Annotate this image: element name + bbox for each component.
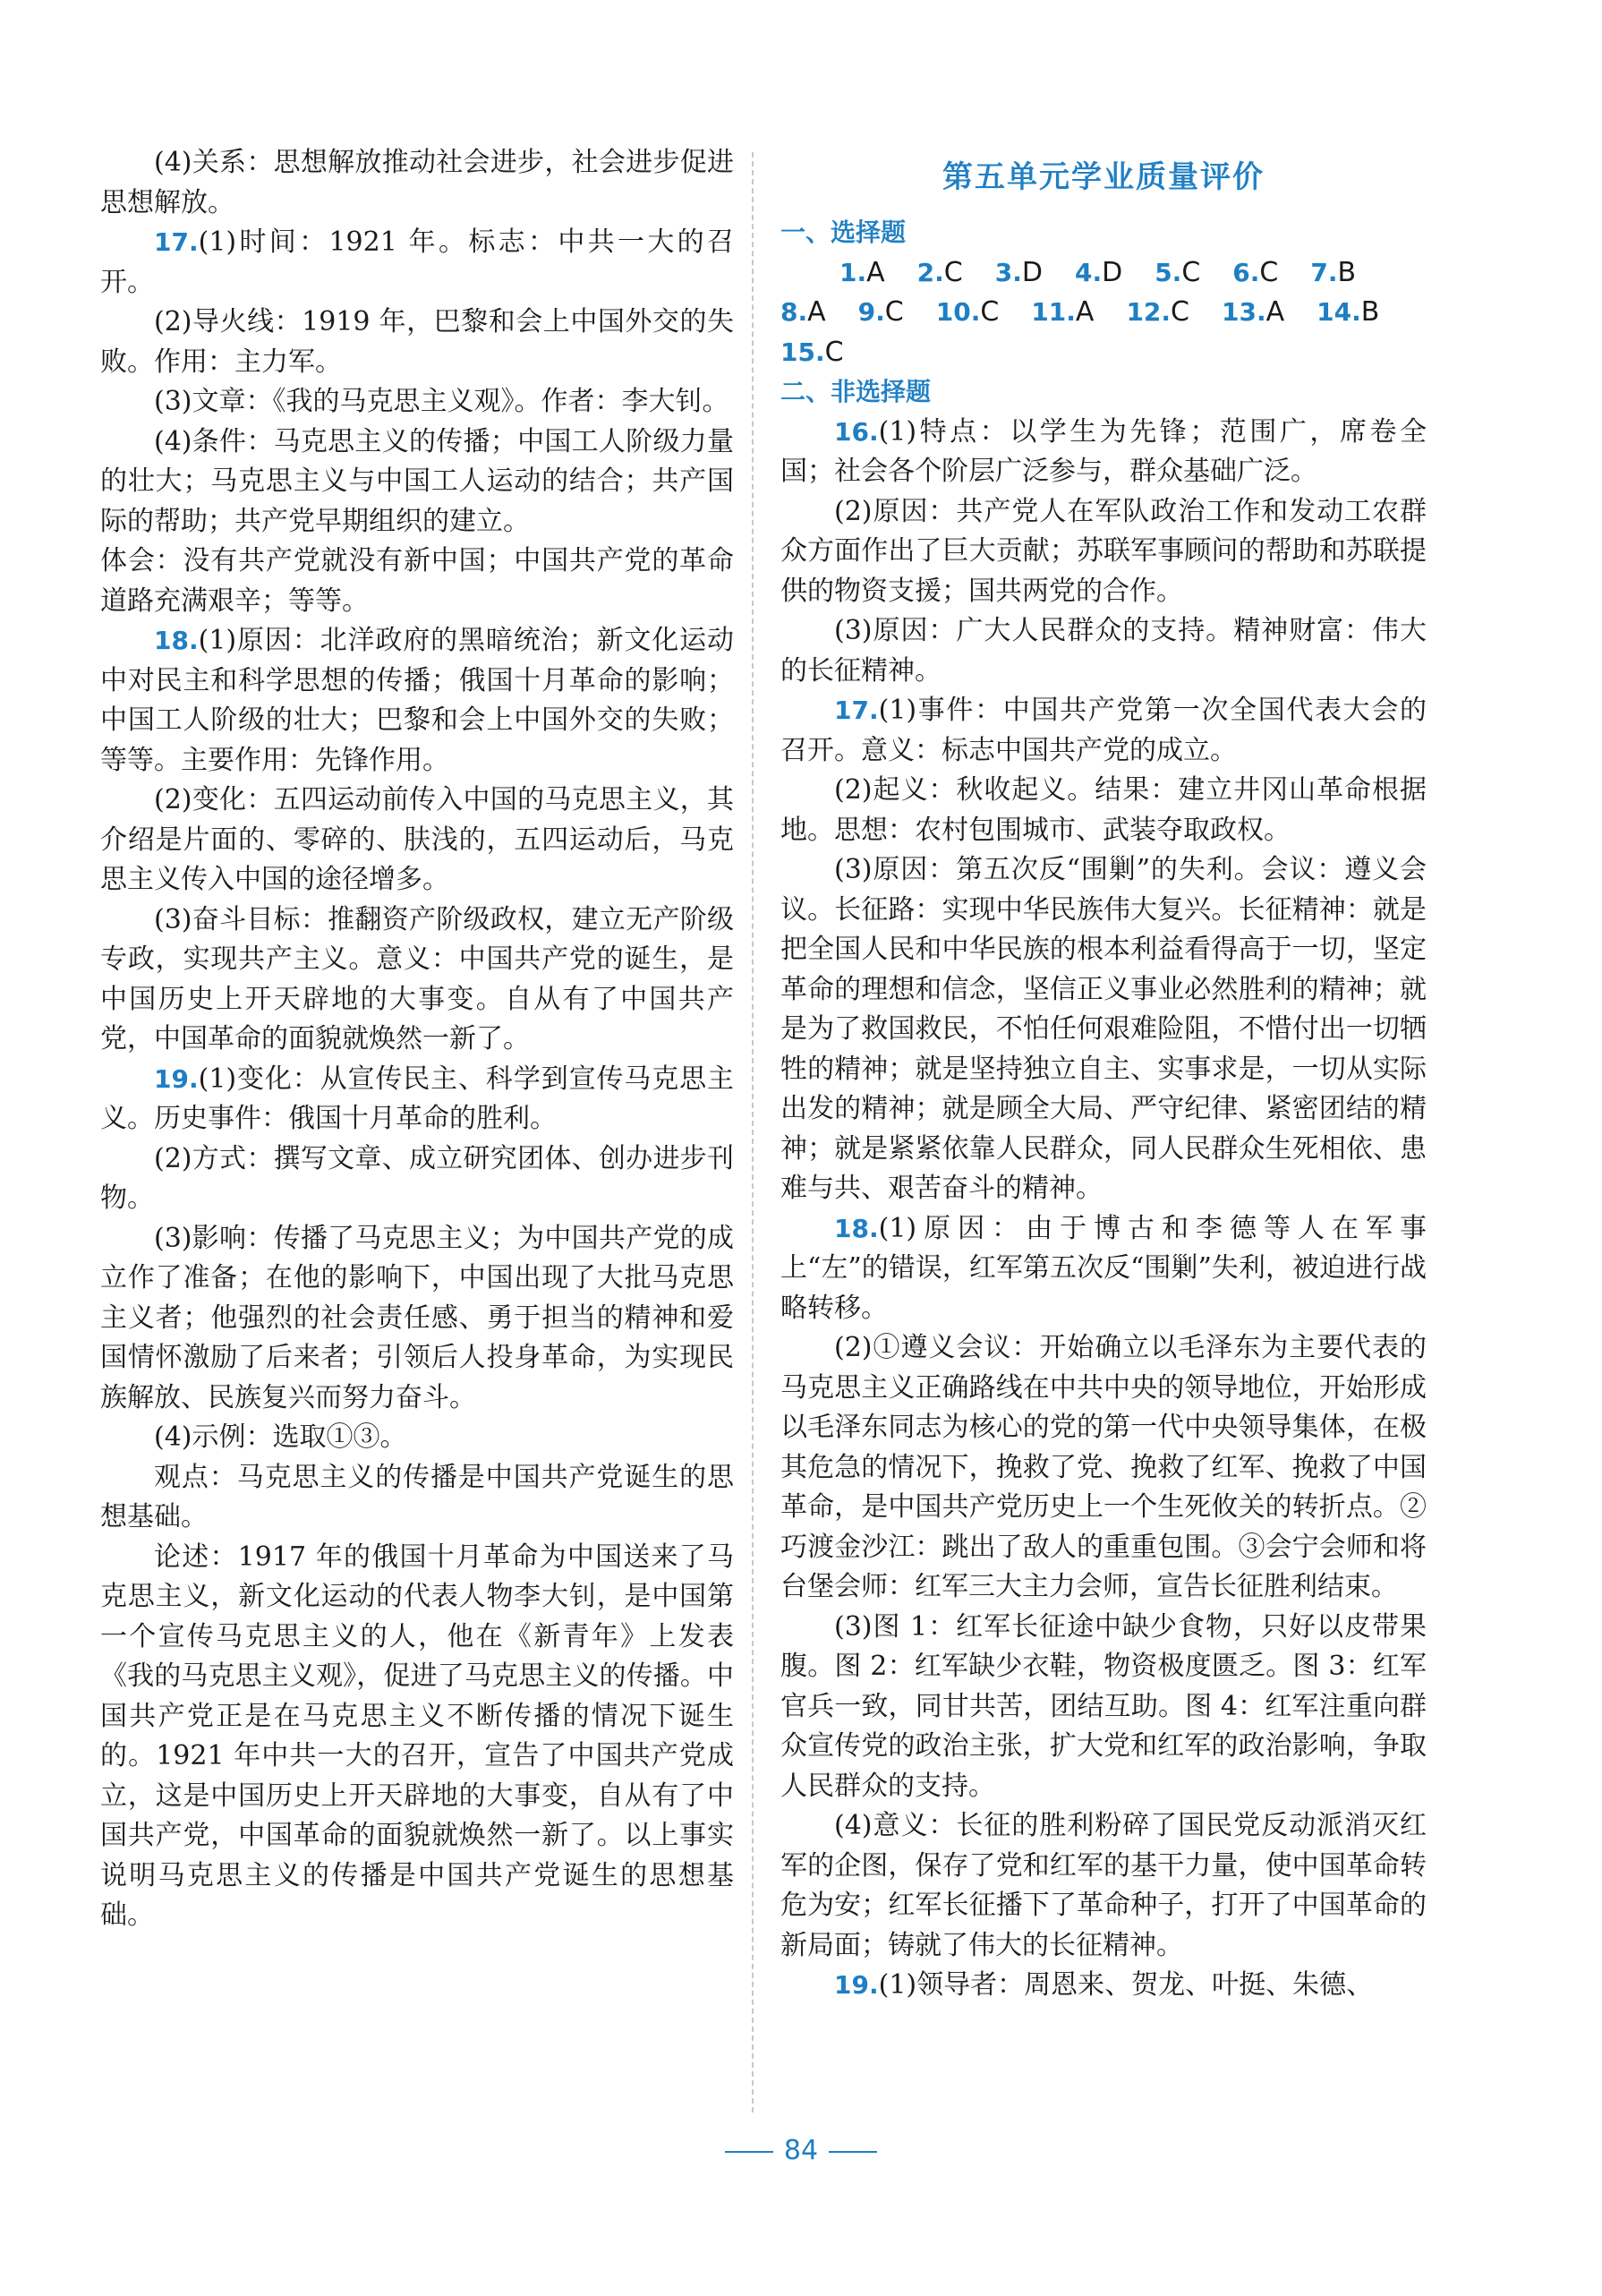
paragraph: (4)示例：选取①③。 — [154, 1421, 407, 1453]
answer-text: (1)变化：从宣传民主、科学到宣传马克思主义。历史事件：俄国十月革命的胜利。 — [100, 1063, 734, 1134]
paragraph: 论述：1917 年的俄国十月革命为中国送来了马克思主义，新文化运动的代表人物李大钊，是中国第一个宣传马克思主义的人，他在《新青年》上发表《我的马克思主义观》，促进了马克思主义的传播。中国共产党正是在马克思主义不断传播的情况下诞生的。1921 年中共一大的召开，宣告了中国共产党成立，这是中国历史上开天辟地的大事变，自从有了中国共产党，中国革命的面貌就焕然一新了。以上事实说明马克思主义的传播是中国共产党诞生的思想基础。 — [100, 1541, 734, 1931]
choice-number: 13. — [1222, 297, 1266, 327]
choice-number: 8. — [780, 297, 808, 327]
choice-answer — [780, 333, 844, 373]
question-number: 18. — [834, 1213, 879, 1243]
paragraph — [100, 1060, 734, 1139]
choice-letter: D — [1021, 256, 1043, 288]
paragraph — [780, 1966, 1427, 2006]
choice-letter: A — [807, 296, 826, 328]
paragraph: (4)条件：马克思主义的传播；中国工人阶级力量的壮大；马克思主义与中国工人运动的结合；共产国际的帮助；共产党早期组织的建立。 — [100, 425, 734, 537]
paragraph: (2)原因：共产党人在军队政治工作和发动工农群众方面作出了巨大贡献；苏联军事顾问的帮助和苏联提供的物资支援；国共两党的合作。 — [780, 495, 1427, 607]
choice-row — [780, 333, 1427, 373]
choice-answer — [1222, 293, 1284, 333]
choice-letter: C — [943, 256, 963, 288]
choice-answer — [917, 253, 963, 294]
paragraph — [780, 691, 1427, 771]
right-column — [780, 213, 1427, 2006]
column-divider — [752, 152, 754, 2112]
choice-number: 6. — [1232, 257, 1260, 287]
page-number-dash — [725, 2151, 773, 2153]
question-number: 16. — [834, 416, 879, 447]
choice-number: 15. — [780, 337, 825, 367]
paragraph: (4)意义：长征的胜利粉碎了国民党反动派消灭红军的企图，保存了党和红军的基干力量，使中国革命转危为安；红军长征播下了革命种子，打开了中国革命的新局面；铸就了伟大的长征精神。 — [780, 1810, 1427, 1961]
choice-answer — [1031, 293, 1094, 333]
paragraph: (3)原因：广大人民群众的支持。精神财富：伟大的长征精神。 — [780, 615, 1427, 687]
choice-answer — [1232, 253, 1278, 294]
choice-number: 9. — [857, 297, 885, 327]
unit-title: 第五单元学业质量评价 — [942, 159, 1265, 195]
answer-text: (1)领导者：周恩来、贺龙、叶挺、朱德、 — [878, 1969, 1374, 2001]
choice-letter: A — [866, 256, 885, 288]
choice-letter: A — [1075, 296, 1095, 328]
paragraph: (2)导火线：1919 年，巴黎和会上中国外交的失败。作用：主力军。 — [100, 306, 734, 378]
page-number — [0, 2135, 1602, 2166]
answer-text: (1)原因：北洋政府的黑暗统治；新文化运动中对民主和科学思想的传播；俄国十月革命的影响；中国工人阶级的壮大；巴黎和会上中国外交的失败；等等。主要作用：先锋作用。 — [100, 625, 734, 776]
paragraph: (2)①遵义会议：开始确立以毛泽东为主要代表的马克思主义正确路线在中共中央的领导地位，开始形成以毛泽东同志为核心的党的第一代中央领导集体，在极其危急的情况下，挽救了党、挽救了红军、挽救了中国革命，是中国共产党历史上一个生死攸关的转折点。②巧渡金沙江：跳出了敌人的重重包围。③会宁会师和将台堡会师：红军三大主力会师，宣告长征胜利结束。 — [780, 1332, 1427, 1602]
section-heading: 一、选择题 — [780, 218, 907, 247]
choice-number: 11. — [1031, 297, 1076, 327]
paragraph: 体会：没有共产党就没有新中国；中国共产党的革命道路充满艰辛；等等。 — [100, 545, 734, 617]
choice-letter: B — [1337, 256, 1357, 288]
paragraph: (2)起义：秋收起义。结果：建立井冈山革命根据地。思想：农村包围城市、武装夺取政权。 — [780, 774, 1427, 846]
choice-answer — [839, 253, 885, 294]
paragraph — [100, 621, 734, 781]
left-column — [100, 143, 734, 1936]
paragraph: (2)方式：撰写文章、成立研究团体、创办进步刊物。 — [100, 1142, 734, 1214]
choice-number: 5. — [1155, 257, 1182, 287]
choice-letter: B — [1360, 296, 1380, 328]
choice-number: 10. — [935, 297, 981, 327]
paragraph: (4)关系：思想解放推动社会进步，社会进步促进思想解放。 — [100, 147, 734, 218]
paragraph: (2)变化：五四运动前传入中国的马克思主义，其介绍是片面的、零碎的、肤浅的，五四运动后，马克思主义传入中国的途径增多。 — [100, 784, 734, 895]
choice-number: 12. — [1126, 297, 1172, 327]
paragraph: (3)文章：《我的马克思主义观》。作者：李大钊。 — [154, 386, 729, 417]
choice-letter: C — [980, 296, 1000, 328]
question-number: 18. — [154, 626, 199, 655]
choice-answer — [936, 293, 1000, 333]
choice-letter: A — [1265, 296, 1285, 328]
choice-letter: C — [1171, 296, 1189, 328]
answer-text: (1)事件：中国共产党第一次全国代表大会的召开。意义：标志中国共产党的成立。 — [780, 695, 1427, 766]
choice-letter: C — [824, 336, 844, 368]
choice-answer — [1155, 253, 1200, 294]
paragraph: (3)原因：第五次反“围剿”的失利。会议：遵义会议。长征路：实现中华民族伟大复兴。长征精神：就是把全国人民和中华民族的根本利益看得高于一切，坚定革命的理想和信念，坚信正义事业必然胜利的精神；就是为了救国救民，不怕任何艰难险阻，不惜付出一切牺牲的精神；就是坚持独立自主、实事求是，一切从实际出发的精神；就是顾全大局、严守纪律、紧密团结的精神；就是紧紧依靠人民群众，同人民群众生死相依、患难与共、艰苦奋斗的精神。 — [780, 854, 1427, 1204]
choice-number: 2. — [916, 257, 944, 287]
paragraph — [780, 413, 1427, 492]
answer-text: (1)特点：以学生为先锋；范围广，席卷全国；社会各个阶层广泛参与，群众基础广泛。 — [780, 415, 1427, 487]
choice-number: 7. — [1310, 257, 1338, 287]
question-number: 19. — [834, 1970, 879, 2000]
choice-answer — [1075, 253, 1122, 294]
choice-row — [780, 253, 1427, 294]
paragraph — [100, 223, 734, 303]
choice-number: 4. — [1074, 257, 1103, 287]
paragraph: (3)图 1：红军长征途中缺少食物，只好以皮带果腹。图 2：红军缺少衣鞋，物资极度匮乏。图 3：红军官兵一致，同甘共苦，团结互助。图 4：红军注重向群众宣传党的政治主张，扩大党和红军的政治影响，争取人民群众的支持。 — [780, 1610, 1427, 1802]
answer-text: (1)时间：1921 年。标志：中共一大的召开。 — [100, 226, 734, 298]
choice-letter: C — [884, 296, 904, 328]
paragraph: (3)影响：传播了马克思主义；为中国共产党的成立作了准备；在他的影响下，中国出现了大批马克思主义者；他强烈的社会责任感、勇于担当的精神和爱国情怀激励了后来者；引领后人投身革命，为实现民族解放、民族复兴而努力奋斗。 — [100, 1222, 734, 1413]
page-number-dash — [829, 2151, 877, 2153]
choice-letter: C — [1181, 256, 1201, 288]
answer-text: (1)原因：由于博古和李德等人在军事上“左”的错误，红军第五次反“围剿”失利，被迫进行战略转移。 — [780, 1212, 1427, 1324]
choice-row — [780, 293, 1427, 333]
paragraph: 观点：马克思主义的传播是中国共产党诞生的思想基础。 — [100, 1461, 734, 1532]
choice-answer — [1126, 293, 1189, 333]
paragraph — [780, 1209, 1427, 1329]
choice-number: 14. — [1317, 297, 1361, 327]
choice-number: 1. — [839, 257, 867, 287]
section-heading: 二、非选择题 — [780, 377, 932, 406]
question-number: 17. — [834, 696, 879, 725]
choice-letter: C — [1259, 256, 1279, 288]
choice-answer — [858, 293, 904, 333]
choice-answer — [780, 293, 826, 333]
question-number: 19. — [154, 1063, 199, 1094]
paragraph: (3)奋斗目标：推翻资产阶级政权，建立无产阶级专政，实现共产主义。意义：中国共产党的诞生，是中国历史上开天辟地的大事变。自从有了中国共产党，中国革命的面貌就焕然一新了。 — [100, 903, 734, 1054]
question-number: 17. — [154, 227, 199, 257]
choice-answer — [1310, 253, 1356, 294]
choice-letter: D — [1102, 256, 1123, 288]
page-number-text: 84 — [783, 2135, 819, 2166]
choice-answers — [780, 253, 1427, 373]
choice-answer — [995, 253, 1043, 294]
choice-number: 3. — [994, 257, 1022, 287]
choice-answer — [1317, 293, 1379, 333]
